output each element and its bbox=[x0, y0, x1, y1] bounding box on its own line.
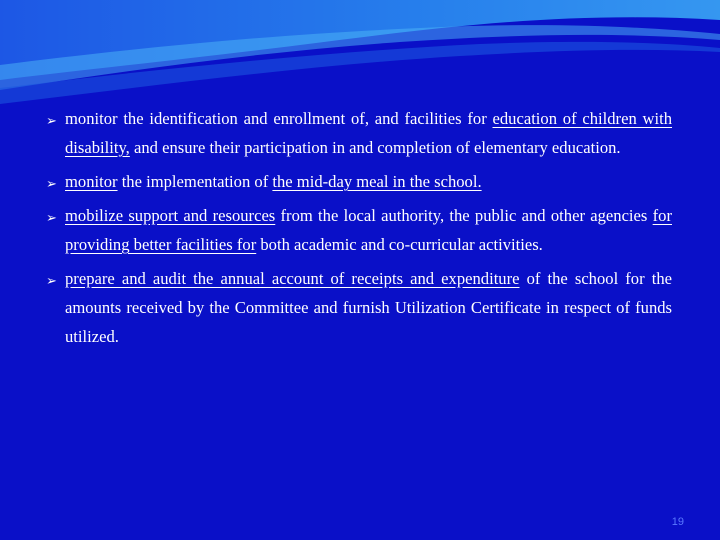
arrow-bullet-icon: ➢ bbox=[46, 114, 57, 129]
arrow-bullet-icon: ➢ bbox=[46, 274, 57, 289]
arrow-bullet-icon: ➢ bbox=[46, 177, 57, 192]
bullet-text-segment: monitor bbox=[65, 172, 118, 191]
bullet-item bbox=[46, 104, 672, 162]
bullet-list bbox=[46, 104, 672, 356]
bullet-item bbox=[46, 201, 672, 259]
bullet-text-segment: of the school for the amounts received by the Committee and furnish Utilization Certificate in respect of funds utilized. bbox=[65, 269, 672, 346]
bullet-text-segment: the mid-day meal in the school. bbox=[272, 172, 482, 191]
bullet-text-segment: both academic and co-curricular activities. bbox=[256, 235, 543, 254]
bullet-item bbox=[46, 264, 672, 351]
bullet-text-segment: education of children with disability, bbox=[65, 109, 673, 157]
page-number: 19 bbox=[671, 516, 684, 528]
bullet-text-segment: and ensure their participation in and completion of elementary education. bbox=[129, 138, 621, 157]
bullet-text-segment: for providing better facilities for bbox=[65, 206, 672, 254]
bullet-text-segment: from the local authority, the public and other agencies bbox=[275, 206, 653, 225]
bullet-text-segment: monitor the identification and enrollment of, and facilities for bbox=[65, 109, 493, 128]
bullet-text-segment: mobilize support and resources bbox=[65, 206, 276, 225]
arrow-bullet-icon: ➢ bbox=[46, 211, 57, 226]
bullet-text-segment: the implementation of bbox=[117, 172, 273, 191]
bullet-text-segment: prepare and audit the annual account of receipts and expenditure bbox=[65, 269, 520, 288]
bullet-item bbox=[46, 167, 672, 196]
wave-background bbox=[0, 0, 720, 120]
